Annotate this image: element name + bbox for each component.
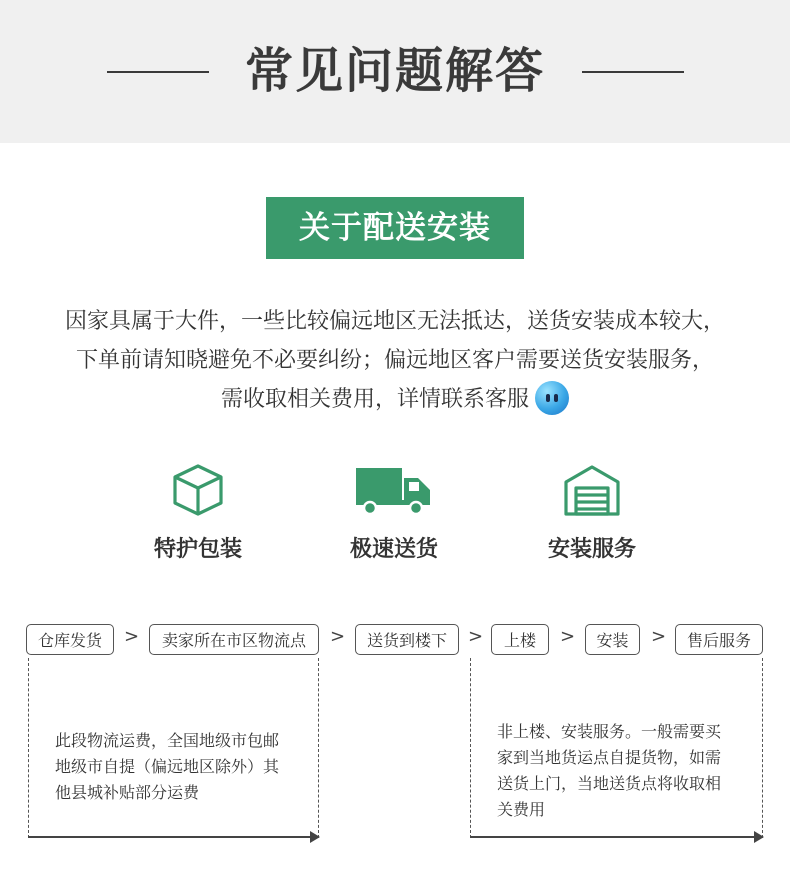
note-line: 关费用	[497, 800, 546, 819]
warehouse-icon	[562, 462, 622, 518]
flow-arrow: >	[468, 626, 484, 647]
flow-arrow: >	[651, 626, 667, 647]
description-line-2: 下单前请知晓避免不必要纠纷；偏远地区客户需要送货安装服务，	[75, 348, 714, 373]
feature-installation	[522, 462, 662, 563]
bracket-right-arrow	[470, 836, 762, 838]
flow-arrow: >	[330, 626, 346, 647]
note-line: 家到当地货运点自提货物，如需	[497, 748, 722, 767]
bracket-right-end	[762, 658, 763, 838]
feature-label: 特护包装	[153, 537, 242, 562]
smiling-blue-ball-icon	[535, 381, 569, 415]
flow-step-upstairs: 上楼	[491, 624, 549, 655]
page-title: 常见问题解答	[244, 43, 545, 99]
feature-delivery	[324, 462, 464, 563]
delivery-truck-icon	[354, 462, 434, 518]
page-header	[0, 0, 790, 143]
description-line-1: 因家具属于大件，一些比较偏远地区无法抵达，送货安装成本较大，	[64, 309, 725, 334]
flow-step-city-logistics: 卖家所在市区物流点	[149, 624, 319, 655]
flow-step-downstairs: 送货到楼下	[355, 624, 459, 655]
bracket-left-arrow	[28, 836, 318, 838]
bracket-right-start	[470, 658, 471, 838]
flow-step-warehouse: 仓库发货	[26, 624, 114, 655]
flow-arrow: >	[124, 626, 140, 647]
note-line: 此段物流运费，全国地级市包邮	[55, 731, 280, 750]
note-line: 非上楼、安装服务。一般需要买	[497, 722, 722, 741]
description-line-3	[0, 382, 790, 417]
bracket-left-end	[318, 658, 319, 838]
note-free-shipping	[55, 728, 305, 806]
package-box-icon	[170, 462, 226, 518]
flow-step-install: 安装	[585, 624, 640, 655]
note-line: 他县城补贴部分运费	[55, 783, 200, 802]
note-line: 地级市自提（偏远地区除外）其	[55, 757, 280, 776]
flow-arrow: >	[560, 626, 576, 647]
section-title-badge: 关于配送安装	[266, 197, 524, 259]
note-line: 送货上门，当地送货点将收取相	[497, 774, 722, 793]
flow-step-after-sales: 售后服务	[675, 624, 763, 655]
header-divider-right	[582, 71, 684, 73]
description-line-3-text: 需收取相关费用，详情联系客服	[220, 387, 529, 412]
feature-packaging	[128, 462, 268, 563]
feature-label: 安装服务	[547, 537, 636, 562]
feature-label: 极速送货	[349, 537, 438, 562]
bracket-left-start	[28, 658, 29, 838]
note-extra-fees	[497, 719, 747, 823]
